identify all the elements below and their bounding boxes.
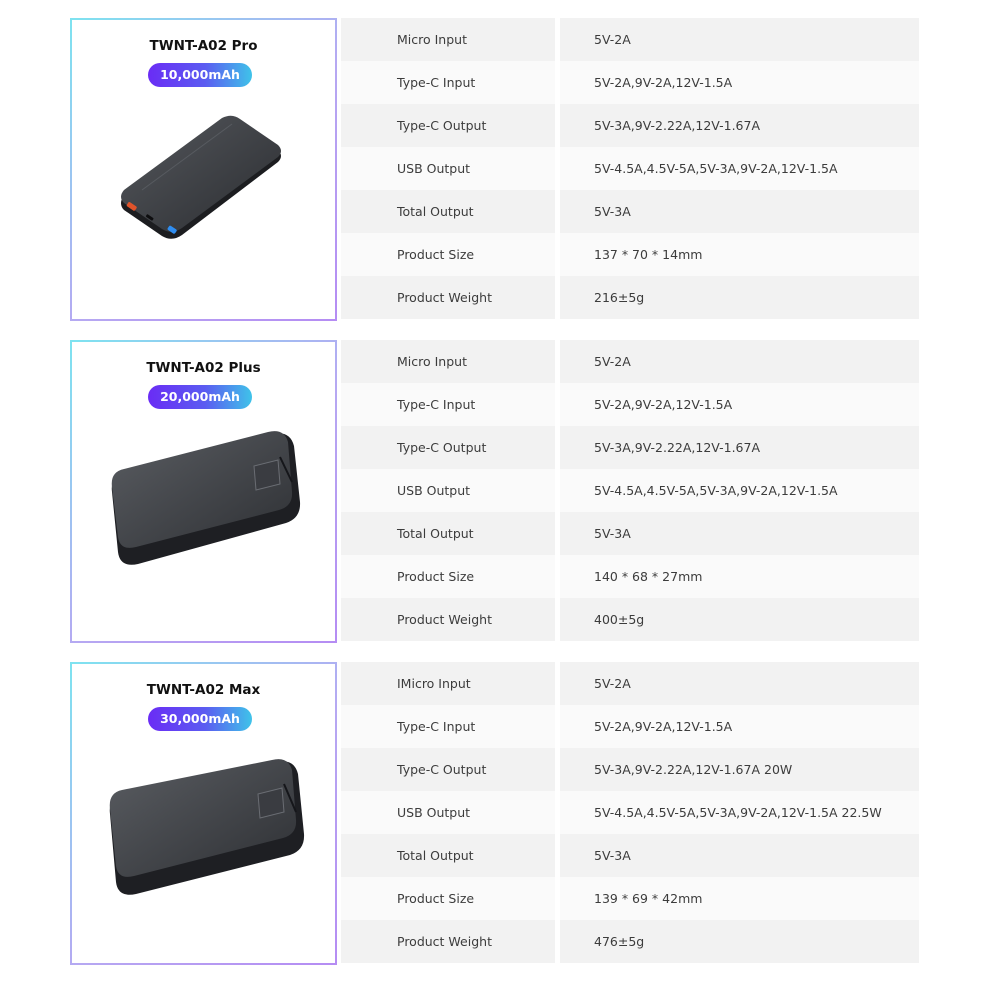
product-card-plus xyxy=(70,340,337,643)
spec-label: Product Size xyxy=(341,233,555,276)
capacity-badge: 10,000mAh xyxy=(148,63,252,87)
spec-value: 140 * 68 * 27mm xyxy=(560,555,919,598)
spec-row xyxy=(341,877,919,920)
spec-row xyxy=(341,233,919,276)
spec-table-plus xyxy=(341,340,919,643)
power-bank-slim-image xyxy=(72,20,335,319)
spec-value: 139 * 69 * 42mm xyxy=(560,877,919,920)
spec-value: 137 * 70 * 14mm xyxy=(560,233,919,276)
spec-row xyxy=(341,834,919,877)
spec-value: 5V-3A xyxy=(560,512,919,555)
spec-label: USB Output xyxy=(341,147,555,190)
power-bank-thick-image xyxy=(72,664,335,963)
spec-value: 5V-3A xyxy=(560,834,919,877)
spec-value: 5V-4.5A,4.5V-5A,5V-3A,9V-2A,12V-1.5A 22.5W xyxy=(560,791,919,834)
spec-label: Product Size xyxy=(341,877,555,920)
spec-value: 5V-2A,9V-2A,12V-1.5A xyxy=(560,61,919,104)
spec-label: Product Weight xyxy=(341,276,555,319)
spec-row xyxy=(341,104,919,147)
spec-row xyxy=(341,276,919,319)
spec-row xyxy=(341,748,919,791)
spec-value: 5V-2A,9V-2A,12V-1.5A xyxy=(560,383,919,426)
spec-value: 216±5g xyxy=(560,276,919,319)
spec-label: Type-C Input xyxy=(341,383,555,426)
spec-row xyxy=(341,662,919,705)
spec-value: 5V-2A xyxy=(560,18,919,61)
spec-row xyxy=(341,920,919,963)
spec-row xyxy=(341,512,919,555)
spec-row xyxy=(341,598,919,641)
spec-label: Type-C Input xyxy=(341,705,555,748)
spec-table-max xyxy=(341,662,919,965)
spec-label: Micro Input xyxy=(341,340,555,383)
spec-label: Product Weight xyxy=(341,598,555,641)
spec-row xyxy=(341,18,919,61)
product-block-max xyxy=(70,662,919,965)
spec-row xyxy=(341,383,919,426)
spec-row xyxy=(341,705,919,748)
product-model-title: TWNT-A02 Plus xyxy=(146,360,261,376)
capacity-badge: 30,000mAh xyxy=(148,707,252,731)
spec-label: Total Output xyxy=(341,512,555,555)
spec-label: Product Weight xyxy=(341,920,555,963)
spec-value: 400±5g xyxy=(560,598,919,641)
product-card-pro xyxy=(70,18,337,321)
spec-value: 5V-3A,9V-2.22A,12V-1.67A xyxy=(560,426,919,469)
product-model-title: TWNT-A02 Max xyxy=(146,682,261,698)
spec-label: Type-C Output xyxy=(341,426,555,469)
spec-label: Total Output xyxy=(341,834,555,877)
product-card-max xyxy=(70,662,337,965)
spec-label: Type-C Output xyxy=(341,748,555,791)
spec-label: USB Output xyxy=(341,791,555,834)
spec-value: 5V-4.5A,4.5V-5A,5V-3A,9V-2A,12V-1.5A xyxy=(560,469,919,512)
spec-value: 5V-3A,9V-2.22A,12V-1.67A 20W xyxy=(560,748,919,791)
spec-label: Total Output xyxy=(341,190,555,233)
product-block-plus xyxy=(70,340,919,643)
product-model-title: TWNT-A02 Pro xyxy=(149,38,258,54)
spec-value: 5V-2A xyxy=(560,340,919,383)
spec-value: 5V-2A,9V-2A,12V-1.5A xyxy=(560,705,919,748)
spec-row xyxy=(341,340,919,383)
spec-row xyxy=(341,190,919,233)
spec-value: 5V-3A xyxy=(560,190,919,233)
spec-label: Type-C Output xyxy=(341,104,555,147)
product-block-pro xyxy=(70,18,919,321)
spec-table-pro xyxy=(341,18,919,321)
spec-value: 5V-2A xyxy=(560,662,919,705)
spec-label: Type-C Input xyxy=(341,61,555,104)
power-bank-thick-image xyxy=(72,342,335,641)
spec-row xyxy=(341,61,919,104)
spec-row xyxy=(341,791,919,834)
spec-label: Micro Input xyxy=(341,18,555,61)
spec-row xyxy=(341,469,919,512)
spec-value: 5V-4.5A,4.5V-5A,5V-3A,9V-2A,12V-1.5A xyxy=(560,147,919,190)
spec-label: USB Output xyxy=(341,469,555,512)
spec-row xyxy=(341,147,919,190)
spec-row xyxy=(341,555,919,598)
spec-value: 476±5g xyxy=(560,920,919,963)
capacity-badge: 20,000mAh xyxy=(148,385,252,409)
spec-label: IMicro Input xyxy=(341,662,555,705)
spec-row xyxy=(341,426,919,469)
spec-value: 5V-3A,9V-2.22A,12V-1.67A xyxy=(560,104,919,147)
spec-label: Product Size xyxy=(341,555,555,598)
